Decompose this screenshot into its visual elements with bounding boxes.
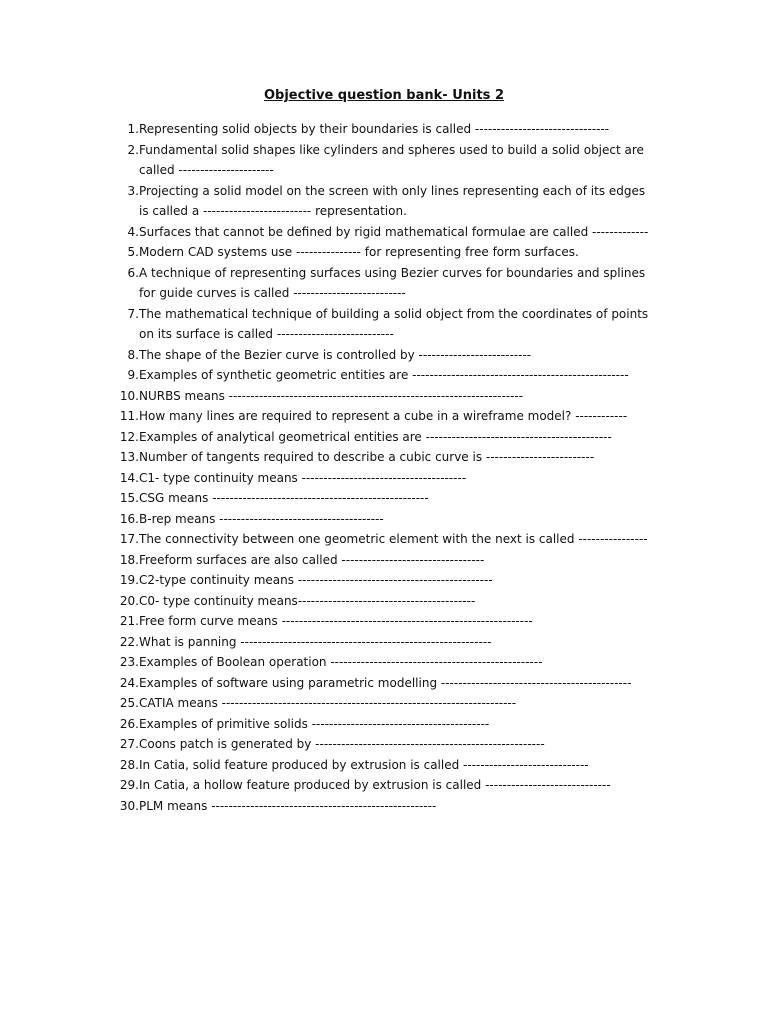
question-text — [139, 591, 688, 612]
question-number-cell — [108, 796, 139, 817]
question-text-line: PLM means ---------------------------------------------------- — [139, 798, 437, 813]
question-number-cell — [108, 140, 139, 181]
question-number-cell — [108, 775, 139, 796]
question-number: 20. — [119, 593, 139, 608]
question-text-line: B-rep means -------------------------------------- — [139, 511, 384, 526]
question-number-cell — [108, 222, 139, 243]
question-text — [139, 447, 688, 468]
question-item — [108, 181, 688, 222]
question-text — [139, 365, 688, 386]
question-number: 8. — [127, 347, 139, 362]
question-item — [108, 406, 688, 427]
question-text-line: Free form curve means ---------------------------------------------------------- — [139, 614, 533, 628]
question-number-cell — [108, 714, 139, 735]
question-text-line: called ---------------------- — [139, 163, 274, 177]
question-number-cell — [108, 652, 139, 673]
question-list — [108, 119, 688, 816]
question-text-line: NURBS means -------------------------------------------------------------------- — [139, 388, 524, 403]
question-item — [108, 222, 688, 243]
question-text — [139, 242, 688, 263]
question-text-line: How many lines are required to represent a cube in a wireframe model? ------------ — [139, 409, 628, 423]
question-text — [139, 263, 688, 304]
question-item — [108, 365, 688, 386]
question-number-cell — [108, 304, 139, 345]
question-number-cell — [108, 570, 139, 591]
question-number-cell — [108, 673, 139, 694]
question-number: 21. — [119, 614, 139, 628]
question-number: 3. — [127, 183, 139, 198]
question-number-cell — [108, 406, 139, 427]
question-text-line: The connectivity between one geometric element with the next is called ---------------- — [139, 532, 648, 546]
question-text — [139, 693, 688, 714]
question-text-line: CSG means -------------------------------------------------- — [139, 491, 429, 505]
question-number: 1. — [127, 122, 139, 136]
question-text-line: The shape of the Bezier curve is controlled by -------------------------- — [139, 347, 532, 362]
question-text-line: Representing solid objects by their boundaries is called ------------------------------- — [139, 122, 610, 136]
question-item — [108, 468, 688, 489]
question-item — [108, 632, 688, 653]
question-text — [139, 119, 688, 140]
question-text — [139, 427, 688, 448]
question-item — [108, 345, 688, 366]
question-number: 16. — [119, 511, 139, 526]
question-number-cell — [108, 427, 139, 448]
question-item — [108, 119, 688, 140]
question-text — [139, 632, 688, 653]
question-number: 17. — [119, 532, 139, 546]
question-text — [139, 652, 688, 673]
question-item — [108, 714, 688, 735]
question-item — [108, 529, 688, 550]
question-text-line: C1- type continuity means -------------------------------------- — [139, 470, 467, 485]
question-number: 29. — [119, 778, 139, 792]
question-text-line: A technique of representing surfaces using Bezier curves for boundaries and splines — [139, 265, 646, 280]
question-text-line: Modern CAD systems use --------------- for representing free form surfaces. — [139, 245, 579, 259]
question-text — [139, 488, 688, 509]
question-number: 25. — [119, 696, 139, 710]
question-text-line: on its surface is called --------------------------- — [139, 327, 394, 341]
question-number-cell — [108, 632, 139, 653]
question-number: 5. — [127, 245, 139, 259]
question-text-line: Examples of synthetic geometric entities are -------------------------------------------------- — [139, 368, 629, 382]
question-item — [108, 734, 688, 755]
question-text-line: Examples of primitive solids ----------------------------------------- — [139, 716, 490, 731]
question-text-line: C0- type continuity means----------------------------------------- — [139, 593, 476, 608]
question-text-line: Examples of analytical geometrical entities are ------------------------------------------- — [139, 429, 612, 444]
question-item — [108, 611, 688, 632]
question-text-line: Surfaces that cannot be defined by rigid mathematical formulae are called ------------- — [139, 224, 649, 239]
question-number: 28. — [119, 757, 139, 772]
question-number-cell — [108, 734, 139, 755]
question-text-line: Number of tangents required to describe a cubic curve is ------------------------- — [139, 450, 595, 464]
question-item — [108, 447, 688, 468]
question-number-cell — [108, 550, 139, 571]
question-text-line: What is panning ---------------------------------------------------------- — [139, 634, 492, 649]
question-number-cell — [108, 119, 139, 140]
question-text — [139, 222, 688, 243]
question-number: 11. — [119, 409, 139, 423]
question-number: 22. — [119, 634, 139, 649]
question-text-line: Fundamental solid shapes like cylinders and spheres used to build a solid object are — [139, 142, 644, 157]
question-text-line: Examples of Boolean operation ------------------------------------------------- — [139, 655, 543, 669]
question-text — [139, 140, 688, 181]
question-item — [108, 304, 688, 345]
question-text — [139, 673, 688, 694]
question-number-cell — [108, 242, 139, 263]
question-number-cell — [108, 263, 139, 304]
question-number-cell — [108, 365, 139, 386]
question-text-line: C2-type continuity means --------------------------------------------- — [139, 573, 493, 587]
question-text — [139, 406, 688, 427]
question-number-cell — [108, 488, 139, 509]
question-text — [139, 611, 688, 632]
question-item — [108, 775, 688, 796]
question-number: 15. — [119, 491, 139, 505]
question-text — [139, 509, 688, 530]
question-text-line: for guide curves is called -------------------------- — [139, 286, 406, 300]
question-number: 2. — [127, 142, 139, 157]
question-item — [108, 796, 688, 817]
question-text — [139, 550, 688, 571]
question-number-cell — [108, 509, 139, 530]
question-number: 19. — [119, 573, 139, 587]
question-item — [108, 570, 688, 591]
question-text-line: Coons patch is generated by ----------------------------------------------------- — [139, 737, 545, 751]
question-text — [139, 386, 688, 407]
question-number: 18. — [119, 552, 139, 567]
question-text-line: In Catia, solid feature produced by extrusion is called ----------------------------- — [139, 757, 589, 772]
question-number-cell — [108, 386, 139, 407]
question-number-cell — [108, 529, 139, 550]
question-number-cell — [108, 447, 139, 468]
question-number: 6. — [127, 265, 139, 280]
question-text — [139, 734, 688, 755]
question-text-line: Projecting a solid model on the screen with only lines representing each of its edges — [139, 183, 646, 198]
question-number-cell — [108, 181, 139, 222]
question-number: 27. — [119, 737, 139, 751]
question-number-cell — [108, 591, 139, 612]
question-number-cell — [108, 345, 139, 366]
question-number: 13. — [119, 450, 139, 464]
question-item — [108, 263, 688, 304]
question-number-cell — [108, 693, 139, 714]
question-item — [108, 550, 688, 571]
question-text — [139, 570, 688, 591]
question-text-line: Examples of software using parametric modelling -------------------------------------------- — [139, 675, 632, 690]
question-text — [139, 796, 688, 817]
question-text-line: is called a ------------------------- representation. — [139, 204, 407, 218]
question-text — [139, 468, 688, 489]
question-number: 26. — [119, 716, 139, 731]
question-text — [139, 304, 688, 345]
question-item — [108, 242, 688, 263]
question-number: 14. — [119, 470, 139, 485]
question-item — [108, 591, 688, 612]
question-number: 12. — [119, 429, 139, 444]
question-item — [108, 755, 688, 776]
question-item — [108, 509, 688, 530]
question-item — [108, 693, 688, 714]
question-number: 30. — [119, 798, 139, 813]
question-item — [108, 652, 688, 673]
question-item — [108, 673, 688, 694]
question-text — [139, 714, 688, 735]
question-item — [108, 140, 688, 181]
question-number-cell — [108, 755, 139, 776]
question-item — [108, 488, 688, 509]
question-text-line: In Catia, a hollow feature produced by extrusion is called ----------------------------- — [139, 778, 611, 792]
question-text — [139, 775, 688, 796]
question-text — [139, 529, 688, 550]
question-number-cell — [108, 468, 139, 489]
question-item — [108, 386, 688, 407]
question-number: 7. — [127, 306, 139, 321]
question-number: 24. — [119, 675, 139, 690]
question-text-line: The mathematical technique of building a solid object from the coordinates of points — [139, 306, 649, 321]
question-number: 23. — [119, 655, 139, 669]
question-number: 10. — [119, 388, 139, 403]
question-item — [108, 427, 688, 448]
question-text — [139, 181, 688, 222]
question-text-line: Freeform surfaces are also called --------------------------------- — [139, 552, 485, 567]
question-number-cell — [108, 611, 139, 632]
document-title: Objective question bank- Units 2 — [263, 88, 504, 103]
question-number: 9. — [127, 368, 139, 382]
question-text-line: CATIA means -------------------------------------------------------------------- — [139, 696, 517, 710]
question-text — [139, 345, 688, 366]
question-number: 4. — [127, 224, 139, 239]
question-text — [139, 755, 688, 776]
